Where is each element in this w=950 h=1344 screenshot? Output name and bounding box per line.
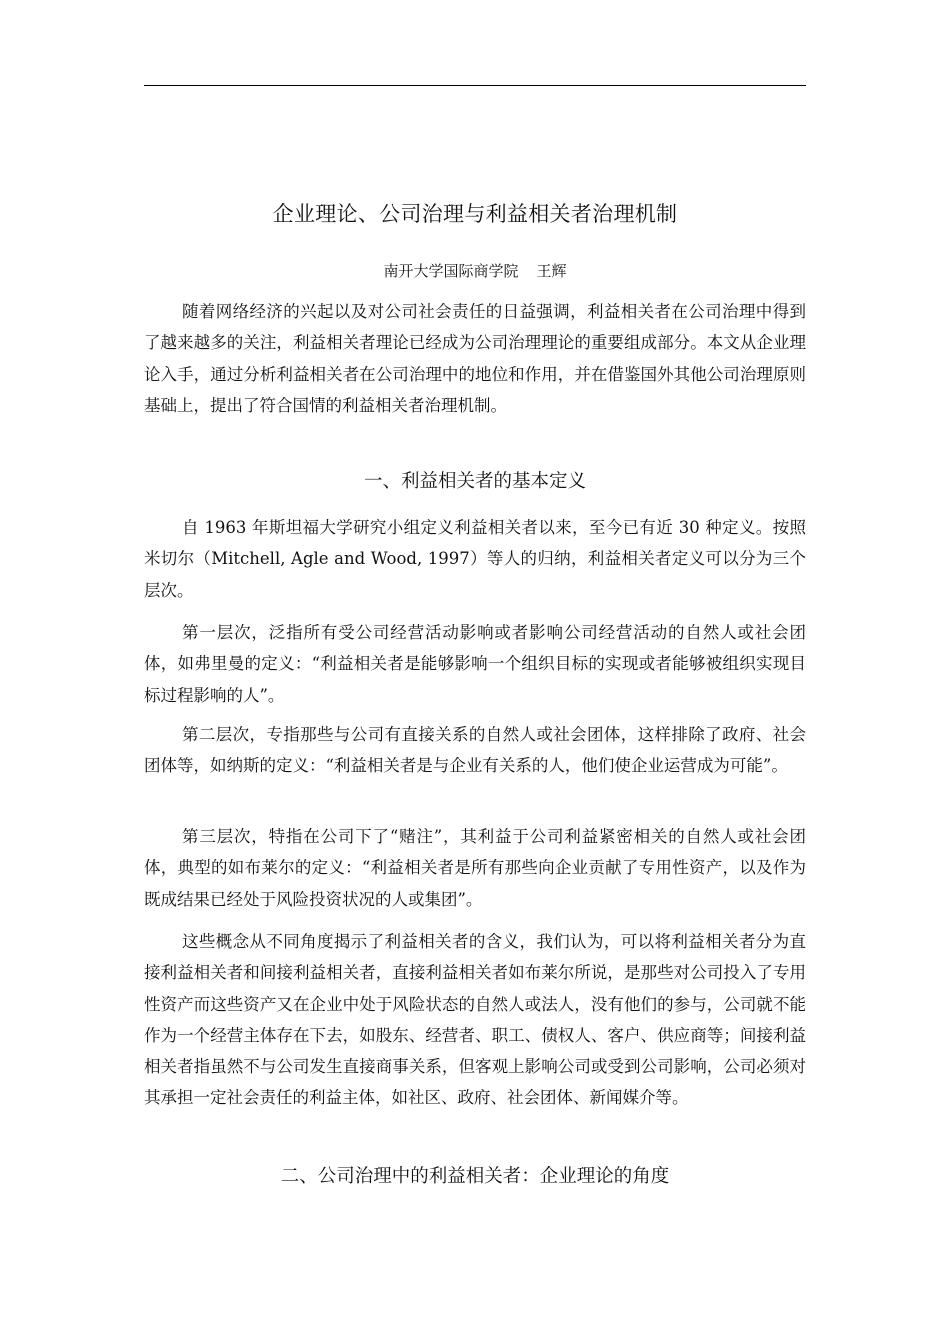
document-page: [144, 0, 806, 1344]
abstract-paragraph: 随着网络经济的兴起以及对公司社会责任的日益强调，利益相关者在公司治理中得到了越来越多的关注，利益相关者理论已经成为公司治理理论的重要组成部分。本文从企业理论入手，通过分析利益相关者在公司治理中的地位和作用，并在借鉴国外其他公司治理原则基础上，提出了符合国情的利益相关者治理机制。: [144, 302, 806, 415]
document-title: 企业理论、公司治理与利益相关者治理机制: [272, 202, 678, 226]
author-affiliation: 南开大学国际商学院: [383, 262, 519, 280]
section-1-paragraph-4: 第三层次，特指在公司下了“赌注”，其利益于公司利益紧密相关的自然人或社会团体，典型的如布莱尔的定义：“利益相关者是所有那些向企业贡献了专用性资产，以及作为既成结果已经处于风险投资状况的人或集团”。: [144, 827, 806, 909]
section-1-paragraph-2: 第一层次，泛指所有受公司经营活动影响或者影响公司经营活动的自然人或社会团体，如弗里曼的定义：“利益相关者是能够影响一个组织目标的实现或者能够被组织实现目标过程影响的人”。: [144, 623, 806, 705]
section-1-paragraph-5: 这些概念从不同角度揭示了利益相关者的含义，我们认为，可以将利益相关者分为直接利益相关者和间接利益相关者，直接利益相关者如布莱尔所说，是那些对公司投入了专用性资产而这些资产又在企业中处于风险状态的自然人或法人，没有他们的参与，公司就不能作为一个经营主体存在下去，如股东、经营者、职工、债权人、客户、供应商等；间接利益相关者指虽然不与公司发生直接商事关系，但客观上影响公司或受到公司影响，公司必须对其承担一定社会责任的利益主体，如社区、政府、社会团体、新闻媒介等。: [144, 932, 806, 1108]
author-byline: [144, 258, 806, 284]
section-1-heading: 一、利益相关者的基本定义: [363, 471, 586, 492]
author-name: 王辉: [536, 262, 567, 280]
section-1-paragraph-3: 第二层次，专指那些与公司有直接关系的自然人或社会团体，这样排除了政府、社会团体等，如纳斯的定义：“利益相关者是与企业有关系的人，他们使企业运营成为可能”。: [144, 725, 806, 776]
header-rule: [144, 85, 806, 86]
section-1-paragraph-1: 自 1963 年斯坦福大学研究小组定义利益相关者以来，至今已有近 30 种定义。按照米切尔（Mitchell, Agle and Wood, 1997）等人的归纳，利益相关者定义可以分为三个层次。: [144, 518, 806, 600]
section-2-heading: 二、公司治理中的利益相关者：企业理论的角度: [280, 1166, 670, 1187]
